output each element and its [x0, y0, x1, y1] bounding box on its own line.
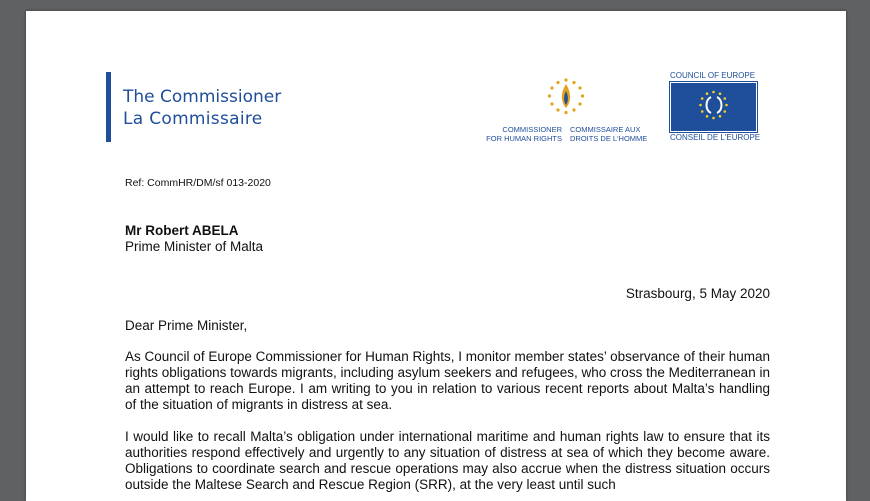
commissioner-title-en: The Commissioner: [123, 87, 282, 107]
recipient-title: Prime Minister of Malta: [125, 239, 264, 254]
commissioner-title-fr: La Commissaire: [123, 109, 263, 129]
paragraph-2: I would like to recall Malta’s obligation under international maritime and human rights law to ensure that its authorities respond effectively and urgently to any situation of distress at sea of which they become aware. Obligations to coordinate search and rescue operations may also accrue when the distress situation occurs outside the Maltese Search and Rescue Region (SRR), at the very least until such: [125, 429, 770, 492]
accent-bar: [106, 72, 111, 142]
paragraph-1: As Council of Europe Commissioner for Human Rights, I monitor member states’ observance of their human rights obligations towards migrants, including asylum seekers and refugees, who cross the Mediterranean in an attempt to reach Europe. I am writing to you in relation to various recent reports about Malta’s handling of the situation of migrants in distress at sea.: [125, 349, 770, 412]
chr-logo-text-en: [482, 125, 562, 143]
chr-en-line2: FOR HUMAN RIGHTS: [486, 134, 562, 143]
council-of-europe-flag-icon: [670, 82, 757, 132]
coe-logo-top-text: COUNCIL OF EUROPE: [670, 71, 756, 80]
letter-page: [26, 11, 846, 501]
flame-with-stars-icon: [541, 74, 591, 124]
recipient-name: Mr Robert ABELA: [125, 223, 239, 238]
chr-fr-line2: DROITS DE L'HOMME: [570, 134, 648, 143]
salutation: Dear Prime Minister,: [125, 318, 248, 333]
chr-fr-line1: COMMISSAIRE AUX: [570, 125, 641, 134]
reference-number: Ref: CommHR/DM/sf 013-2020: [125, 177, 271, 189]
chr-logo-text-fr: [570, 125, 650, 143]
chr-en-line1: COMMISSIONER: [502, 125, 562, 134]
letter-date: Strasbourg, 5 May 2020: [625, 286, 770, 301]
coe-logo-bottom-text: CONSEIL DE L'EUROPE: [670, 133, 761, 142]
